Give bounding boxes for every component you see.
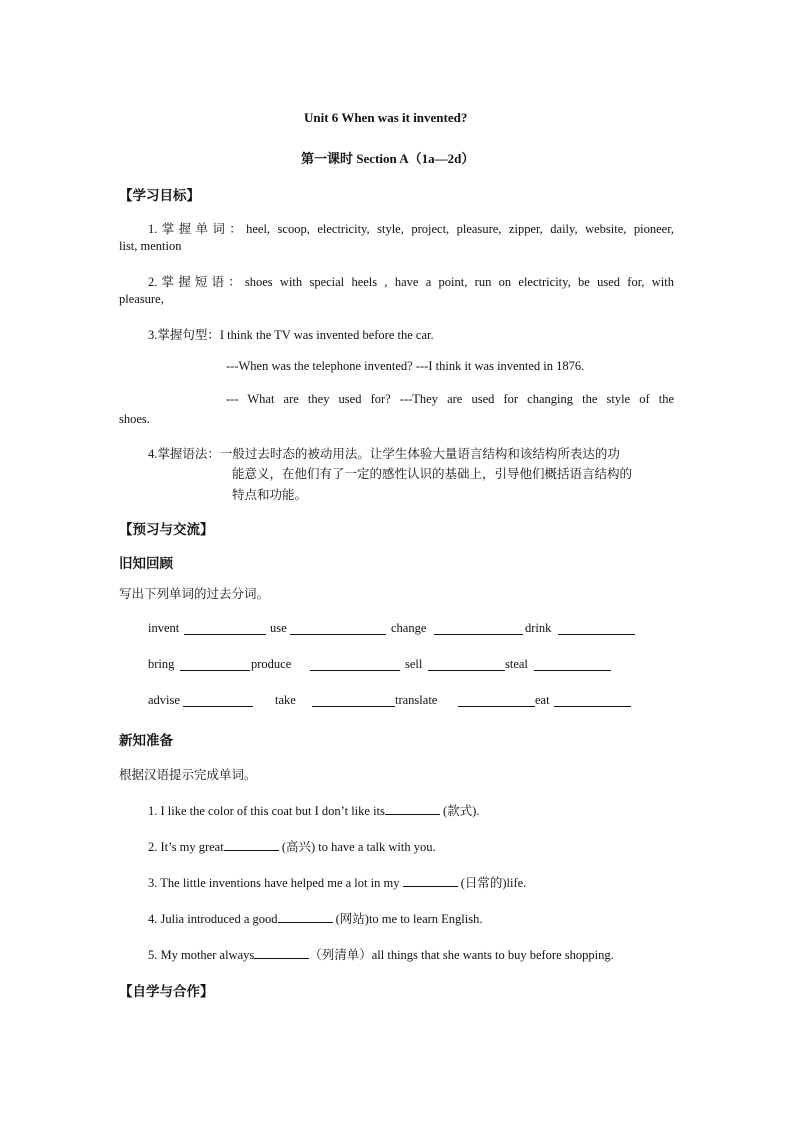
- new-knowledge-heading: 新知准备: [119, 733, 173, 748]
- fill-item-5: 5. My mother always （列清单）all things that she wants to buy before shopping.: [148, 948, 614, 962]
- new-knowledge-instruction: 根据汉语提示完成单词。: [119, 768, 257, 782]
- goal-phrases-cont: pleasure,: [119, 292, 164, 306]
- word-use: use: [270, 621, 287, 635]
- blank-bring[interactable]: [180, 658, 250, 671]
- blank-advise[interactable]: [183, 694, 253, 707]
- blank-steal[interactable]: [534, 658, 611, 671]
- word-take: take: [275, 693, 296, 707]
- word-change: change: [391, 621, 427, 635]
- fill-blank-5[interactable]: [254, 946, 309, 959]
- blank-eat[interactable]: [554, 694, 631, 707]
- blank-use[interactable]: [290, 622, 386, 635]
- fill-blank-3[interactable]: [403, 874, 458, 887]
- fill-blank-1[interactable]: [385, 802, 440, 815]
- word-steal: steal: [505, 657, 528, 671]
- page-subtitle: 第一课时 Section A（1a—2d）: [301, 151, 475, 166]
- blank-produce[interactable]: [310, 658, 400, 671]
- fill-blank-2[interactable]: [224, 838, 279, 851]
- blank-take[interactable]: [312, 694, 395, 707]
- goal-sentence-3: --- What are they used for? ---They are used for changing the style of the: [226, 392, 674, 406]
- goal-sentence-2: ---When was the telephone invented? ---I think it was invented in 1876.: [226, 359, 585, 373]
- blank-change[interactable]: [434, 622, 523, 635]
- blank-translate[interactable]: [458, 694, 535, 707]
- word-produce: produce: [251, 657, 292, 671]
- blank-drink[interactable]: [558, 622, 635, 635]
- fill-item-2: 2. It’s my great (高兴) to have a talk with you.: [148, 840, 436, 854]
- section-goals: 【学习目标】: [119, 188, 200, 203]
- word-eat: eat: [535, 693, 550, 707]
- goal-grammar-line3: 特点和功能。: [232, 488, 308, 502]
- blank-sell[interactable]: [428, 658, 505, 671]
- word-bring: bring: [148, 657, 175, 671]
- goal-sentence-3-cont: shoes.: [119, 412, 150, 426]
- goal-grammar-line2: 能意义，在他们有了一定的感性认识的基础上，引导他们概括语言结构的: [232, 467, 633, 481]
- page-title: Unit 6 When was it invented?: [304, 110, 468, 125]
- goal-grammar: 4.掌握语法：一般过去时态的被动用法。让学生体验大量语言结构和该结构所表达的功: [148, 447, 620, 461]
- section-self-study: 【自学与合作】: [119, 984, 214, 999]
- goal-vocab-cont: list, mention: [119, 239, 182, 253]
- section-preview: 【预习与交流】: [119, 522, 214, 537]
- word-drink: drink: [525, 621, 552, 635]
- fill-item-4: 4. Julia introduced a good (网站)to me to learn English.: [148, 912, 483, 926]
- goal-sentences: 3.掌握句型：I think the TV was invented before the car.: [148, 328, 434, 342]
- fill-item-1: 1. I like the color of this coat but I don’t like its (款式).: [148, 804, 480, 818]
- fill-blank-4[interactable]: [278, 910, 333, 923]
- goal-vocab: 1.掌握单词：heel, scoop, electricity, style, project, pleasure, zipper, daily, website, pioneer,: [148, 222, 674, 236]
- goal-phrases: 2.掌握短语：shoes with special heels , have a point, run on electricity, be used for, with: [148, 275, 674, 289]
- fill-item-3: 3. The little inventions have helped me a lot in my (日常的)life.: [148, 876, 527, 890]
- review-instruction: 写出下列单词的过去分词。: [119, 587, 270, 601]
- review-heading: 旧知回顾: [119, 556, 173, 571]
- word-advise: advise: [148, 693, 180, 707]
- blank-invent[interactable]: [184, 622, 266, 635]
- word-translate: translate: [395, 693, 438, 707]
- word-sell: sell: [405, 657, 423, 671]
- word-invent: invent: [148, 621, 180, 635]
